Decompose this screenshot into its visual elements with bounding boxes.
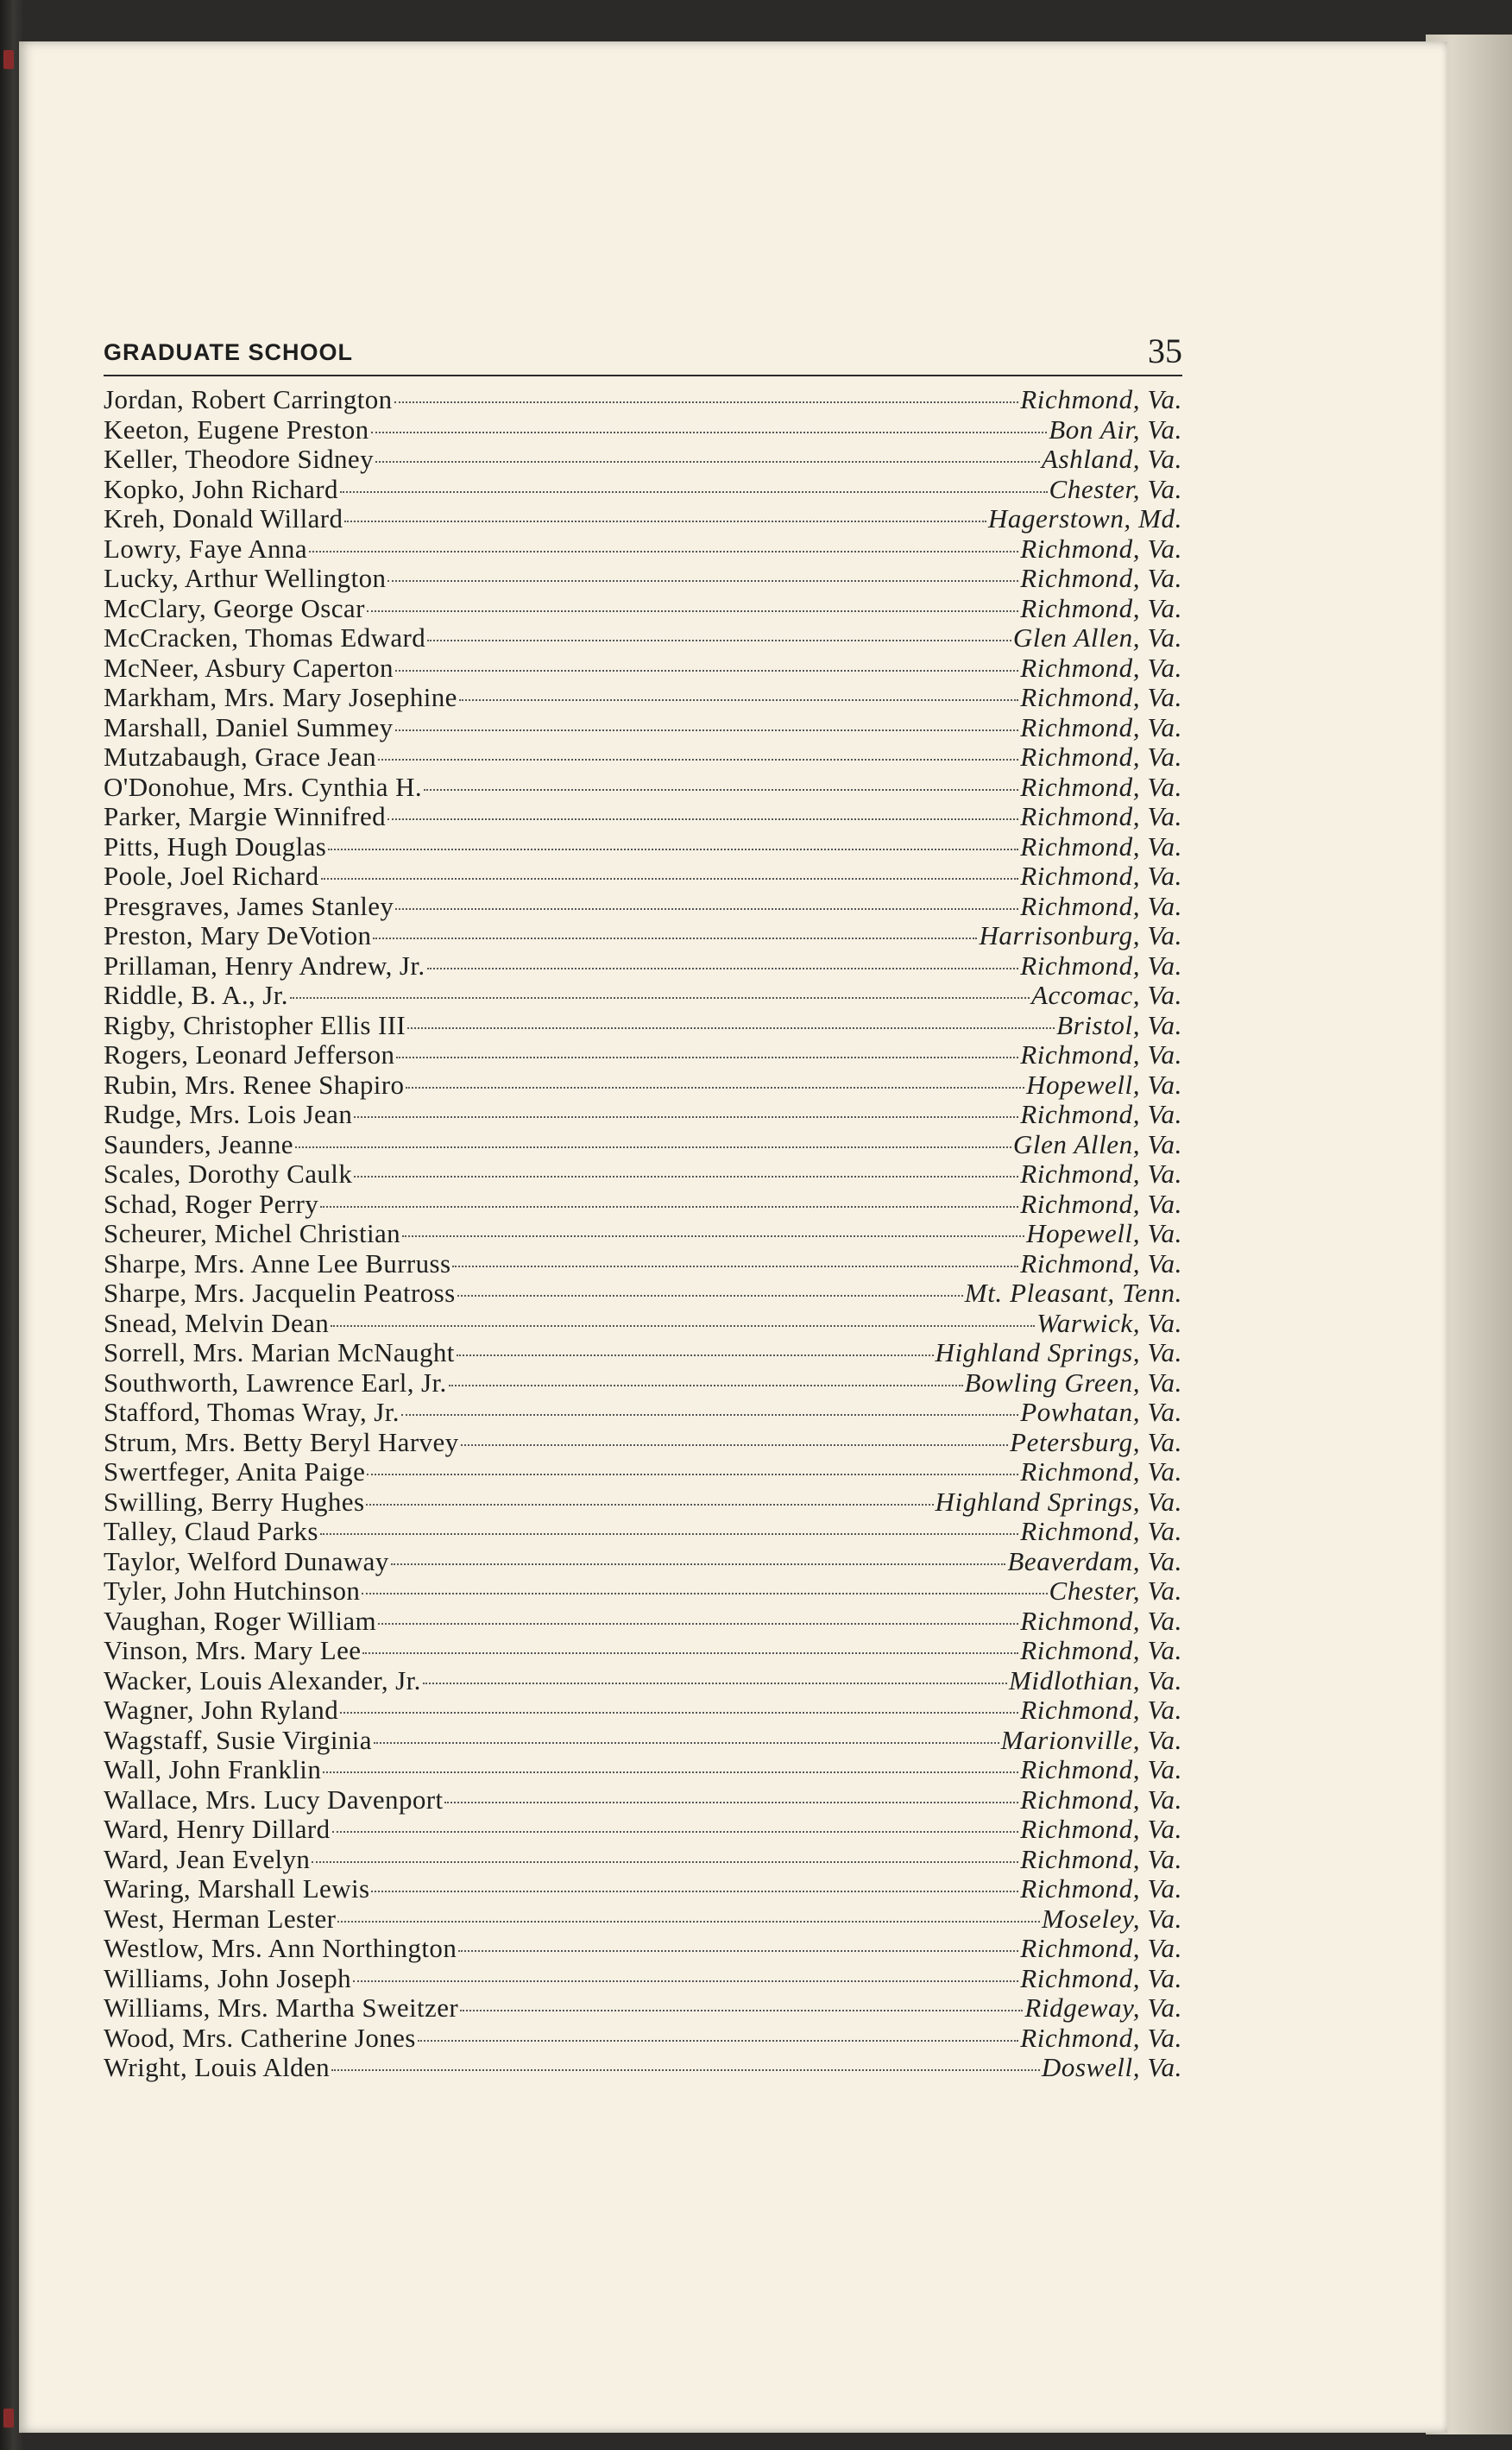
list-item xyxy=(104,1130,1182,1160)
student-name: Scheurer, Michel Christian xyxy=(104,1218,401,1248)
hometown: Moseley, Va. xyxy=(1041,1903,1182,1934)
student-name: Ward, Jean Evelyn xyxy=(104,1843,311,1874)
dot-leader xyxy=(387,580,1018,582)
hometown: Richmond, Va. xyxy=(1020,711,1182,742)
hometown: Richmond, Va. xyxy=(1020,1456,1182,1487)
hometown: Richmond, Va. xyxy=(1020,1516,1182,1546)
hometown: Richmond, Va. xyxy=(1020,771,1182,802)
hometown: Ashland, Va. xyxy=(1041,444,1182,474)
dot-leader xyxy=(418,2040,1018,2042)
hometown: Richmond, Va. xyxy=(1020,1695,1182,1725)
list-item xyxy=(104,504,1182,534)
hometown: Hopewell, Va. xyxy=(1026,1069,1182,1100)
hometown: Bristol, Va. xyxy=(1056,1009,1182,1040)
dot-leader xyxy=(444,1802,1018,1803)
student-name: Wall, John Franklin xyxy=(104,1754,322,1784)
dot-leader xyxy=(427,968,1019,969)
hometown: Richmond, Va. xyxy=(1020,890,1182,921)
list-item xyxy=(104,1547,1182,1577)
hometown: Richmond, Va. xyxy=(1020,742,1182,772)
dot-leader xyxy=(290,997,1030,999)
student-name: O'Donohue, Mrs. Cynthia H. xyxy=(104,771,423,802)
dot-leader xyxy=(395,670,1018,672)
list-item xyxy=(104,1934,1182,1964)
dot-leader xyxy=(396,1057,1018,1058)
student-name: Swilling, Berry Hughes xyxy=(104,1486,365,1517)
list-item xyxy=(104,1040,1182,1070)
list-item xyxy=(104,385,1182,415)
list-item xyxy=(104,445,1182,475)
student-name: Rubin, Mrs. Renee Shapiro xyxy=(104,1069,405,1100)
hometown: Richmond, Va. xyxy=(1020,1188,1182,1219)
hometown: Ridgeway, Va. xyxy=(1024,1992,1182,2023)
student-name: Sharpe, Mrs. Jacquelin Peatross xyxy=(104,1278,456,1308)
hometown: Richmond, Va. xyxy=(1020,682,1182,712)
student-name: Scales, Dorothy Caulk xyxy=(104,1159,353,1189)
hometown: Richmond, Va. xyxy=(1020,1247,1182,1279)
list-item xyxy=(104,1964,1182,1994)
dot-leader xyxy=(427,640,1011,641)
dot-leader xyxy=(378,1623,1018,1625)
list-item xyxy=(104,475,1182,505)
dot-leader xyxy=(401,1414,1018,1416)
hometown: Richmond, Va. xyxy=(1020,1635,1182,1665)
hometown: Harrisonburg, Va. xyxy=(979,920,1182,950)
student-name: Rudge, Mrs. Lois Jean xyxy=(104,1099,353,1129)
list-item xyxy=(104,1785,1182,1815)
student-name: Poole, Joel Richard xyxy=(104,861,319,891)
list-item xyxy=(104,1368,1182,1399)
dot-leader xyxy=(457,1354,934,1356)
dot-leader xyxy=(337,1921,1040,1923)
list-item xyxy=(104,1338,1182,1368)
list-item xyxy=(104,802,1182,832)
student-name: Sorrell, Mrs. Marian McNaught xyxy=(104,1337,455,1367)
hometown: Highland Springs, Va. xyxy=(935,1486,1182,1517)
list-item xyxy=(104,951,1182,982)
student-name: Lucky, Arthur Wellington xyxy=(104,563,387,593)
list-item xyxy=(104,1398,1182,1428)
list-item xyxy=(104,534,1182,565)
dot-leader xyxy=(320,1533,1018,1535)
dot-leader xyxy=(395,908,1018,910)
list-item xyxy=(104,892,1182,922)
dot-leader xyxy=(367,1474,1018,1475)
dot-leader xyxy=(309,551,1018,553)
list-item xyxy=(104,2053,1182,2083)
list-item xyxy=(104,1636,1182,1666)
dot-leader xyxy=(295,1146,1011,1148)
list-item xyxy=(104,1874,1182,1904)
student-name: Taylor, Welford Dunaway xyxy=(104,1545,389,1576)
student-name: Wallace, Mrs. Lucy Davenport xyxy=(104,1784,444,1815)
dot-leader xyxy=(423,1683,1007,1684)
hometown: Richmond, Va. xyxy=(1020,1814,1182,1844)
dot-leader xyxy=(458,1950,1018,1952)
list-item xyxy=(104,1695,1182,1726)
hometown: Mt. Pleasant, Tenn. xyxy=(964,1278,1182,1308)
hometown: Marionville, Va. xyxy=(1000,1724,1182,1755)
dot-leader xyxy=(323,1771,1018,1773)
dot-leader xyxy=(340,491,1048,493)
dot-leader xyxy=(371,1891,1018,1892)
student-name: Westlow, Mrs. Ann Northington xyxy=(104,1933,457,1963)
student-name: Williams, John Joseph xyxy=(104,1962,352,1993)
student-name: Wood, Mrs. Catherine Jones xyxy=(104,2022,416,2053)
list-item xyxy=(104,981,1182,1011)
hometown: Richmond, Va. xyxy=(1020,533,1182,564)
list-item xyxy=(104,1309,1182,1339)
dot-leader xyxy=(391,1563,1006,1565)
hometown: Chester, Va. xyxy=(1049,473,1182,504)
student-name: Riddle, B. A., Jr. xyxy=(104,980,288,1010)
dot-leader xyxy=(387,818,1018,820)
hometown: Richmond, Va. xyxy=(1020,801,1182,831)
student-name: Stafford, Thomas Wray, Jr. xyxy=(104,1397,400,1427)
student-name: Saunders, Jeanne xyxy=(104,1128,293,1159)
hometown: Accomac, Va. xyxy=(1030,980,1182,1010)
list-item xyxy=(104,742,1182,773)
page-header xyxy=(104,311,1182,376)
student-directory-list xyxy=(104,385,1182,2083)
dot-leader xyxy=(328,849,1018,850)
hometown: Richmond, Va. xyxy=(1020,950,1182,981)
hometown: Bon Air, Va. xyxy=(1049,414,1182,445)
dot-leader xyxy=(354,1116,1018,1118)
student-name: Talley, Claud Parks xyxy=(104,1516,318,1546)
dot-leader xyxy=(373,938,977,939)
list-item xyxy=(104,1845,1182,1875)
dot-leader xyxy=(402,1235,1024,1237)
dot-leader xyxy=(394,401,1019,403)
binding-mark-top xyxy=(3,50,14,69)
hometown: Midlothian, Va. xyxy=(1008,1664,1182,1695)
student-name: Jordan, Robert Carrington xyxy=(104,384,393,414)
hometown: Richmond, Va. xyxy=(1020,2022,1182,2053)
dot-leader xyxy=(320,1206,1018,1208)
hometown: Highland Springs, Va. xyxy=(935,1337,1182,1367)
dot-leader xyxy=(457,1295,963,1297)
dot-leader xyxy=(371,432,1048,433)
list-item xyxy=(104,1487,1182,1518)
list-item xyxy=(104,1219,1182,1249)
student-name: McNeer, Asbury Caperton xyxy=(104,652,394,683)
hometown: Richmond, Va. xyxy=(1020,563,1182,593)
binding-mark-bottom xyxy=(3,2409,14,2428)
list-item xyxy=(104,1190,1182,1220)
list-item xyxy=(104,921,1182,951)
list-item xyxy=(104,594,1182,624)
list-item xyxy=(104,862,1182,892)
dot-leader xyxy=(354,1176,1018,1178)
dot-leader xyxy=(407,1027,1055,1029)
student-name: Wagner, John Ryland xyxy=(104,1695,339,1725)
hometown: Petersburg, Va. xyxy=(1010,1426,1182,1457)
student-name: Parker, Margie Winnifred xyxy=(104,801,387,831)
list-item xyxy=(104,1815,1182,1845)
list-item xyxy=(104,415,1182,445)
student-name: Keeton, Eugene Preston xyxy=(104,414,369,445)
student-name: Tyler, John Hutchinson xyxy=(104,1575,361,1606)
hometown: Bowling Green, Va. xyxy=(964,1367,1182,1398)
student-name: Snead, Melvin Dean xyxy=(104,1307,330,1338)
section-title: GRADUATE SCHOOL xyxy=(104,339,353,365)
hometown: Glen Allen, Va. xyxy=(1012,1128,1182,1159)
hometown: Glen Allen, Va. xyxy=(1012,622,1182,653)
student-name: Vaughan, Roger William xyxy=(104,1605,377,1636)
student-name: Wacker, Louis Alexander, Jr. xyxy=(104,1664,421,1695)
dot-leader xyxy=(367,610,1018,612)
hometown: Richmond, Va. xyxy=(1020,1099,1182,1129)
hometown: Richmond, Va. xyxy=(1020,1784,1182,1815)
student-name: Southworth, Lawrence Earl, Jr. xyxy=(104,1367,447,1398)
list-item xyxy=(104,1249,1182,1279)
student-name: Presgraves, James Stanley xyxy=(104,890,394,921)
list-item xyxy=(104,1576,1182,1607)
dot-leader xyxy=(460,2010,1023,2011)
hometown: Richmond, Va. xyxy=(1020,384,1182,414)
hometown: Doswell, Va. xyxy=(1041,2052,1182,2082)
student-name: Preston, Mary DeVotion xyxy=(104,920,372,950)
hometown: Richmond, Va. xyxy=(1020,1933,1182,1963)
list-item xyxy=(104,1100,1182,1130)
hometown: Richmond, Va. xyxy=(1020,830,1182,862)
list-item xyxy=(104,1517,1182,1547)
student-name: Sharpe, Mrs. Anne Lee Burruss xyxy=(104,1247,451,1279)
student-name: Vinson, Mrs. Mary Lee xyxy=(104,1635,362,1665)
dot-leader xyxy=(312,1861,1018,1863)
student-name: McCracken, Thomas Edward xyxy=(104,622,426,653)
student-name: Lowry, Faye Anna xyxy=(104,533,307,564)
dot-leader xyxy=(424,789,1018,791)
student-name: Schad, Roger Perry xyxy=(104,1188,319,1219)
student-name: Wright, Louis Alden xyxy=(104,2052,331,2082)
hometown: Richmond, Va. xyxy=(1020,592,1182,623)
hometown: Richmond, Va. xyxy=(1020,1159,1182,1189)
student-name: Mutzabaugh, Grace Jean xyxy=(104,742,377,772)
student-name: Pitts, Hugh Douglas xyxy=(104,830,327,862)
list-item xyxy=(104,1904,1182,1935)
dot-leader xyxy=(344,521,986,522)
dot-leader xyxy=(321,878,1019,880)
dot-leader xyxy=(406,1087,1024,1089)
dot-leader xyxy=(331,1325,1035,1327)
hometown: Richmond, Va. xyxy=(1020,1754,1182,1784)
list-item xyxy=(104,1159,1182,1190)
student-name: Swertfeger, Anita Paige xyxy=(104,1456,366,1487)
list-item xyxy=(104,773,1182,803)
hometown: Richmond, Va. xyxy=(1020,861,1182,891)
student-name: West, Herman Lester xyxy=(104,1903,337,1934)
dot-leader xyxy=(452,1266,1018,1267)
student-name: Williams, Mrs. Martha Sweitzer xyxy=(104,1992,459,2023)
dot-leader xyxy=(378,759,1018,761)
list-item xyxy=(104,1755,1182,1785)
student-name: Rogers, Leonard Jefferson xyxy=(104,1039,395,1070)
student-name: Keller, Theodore Sidney xyxy=(104,444,374,474)
list-item xyxy=(104,1279,1182,1309)
dot-leader xyxy=(395,729,1019,731)
hometown: Powhatan, Va. xyxy=(1020,1397,1182,1427)
student-name: Prillaman, Henry Andrew, Jr. xyxy=(104,950,425,981)
list-item xyxy=(104,1457,1182,1487)
hometown: Hopewell, Va. xyxy=(1026,1218,1182,1248)
student-name: Marshall, Daniel Summey xyxy=(104,711,394,742)
dot-leader xyxy=(332,1831,1019,1833)
dot-leader xyxy=(449,1385,963,1386)
list-item xyxy=(104,1070,1182,1101)
list-item xyxy=(104,1607,1182,1637)
student-name: Markham, Mrs. Mary Josephine xyxy=(104,682,457,712)
list-item xyxy=(104,1726,1182,1756)
list-item xyxy=(104,683,1182,713)
dot-leader xyxy=(374,1742,999,1744)
dot-leader xyxy=(331,2069,1040,2071)
hometown: Richmond, Va. xyxy=(1020,1962,1182,1993)
hometown: Richmond, Va. xyxy=(1020,1039,1182,1070)
student-name: Kreh, Donald Willard xyxy=(104,503,343,534)
list-item xyxy=(104,1993,1182,2024)
list-item xyxy=(104,1011,1182,1041)
dot-leader xyxy=(366,1504,933,1506)
student-name: Ward, Henry Dillard xyxy=(104,1814,331,1844)
student-name: McClary, George Oscar xyxy=(104,592,365,623)
student-name: Strum, Mrs. Betty Beryl Harvey xyxy=(104,1426,459,1457)
hometown: Hagerstown, Md. xyxy=(987,503,1182,534)
list-item xyxy=(104,654,1182,684)
hometown: Warwick, Va. xyxy=(1036,1307,1182,1338)
student-name: Waring, Marshall Lewis xyxy=(104,1873,370,1904)
dot-leader xyxy=(362,1593,1047,1594)
hometown: Beaverdam, Va. xyxy=(1007,1545,1182,1576)
dot-leader xyxy=(459,699,1018,701)
hometown: Chester, Va. xyxy=(1049,1575,1182,1606)
list-item xyxy=(104,623,1182,654)
dot-leader xyxy=(353,1980,1018,1982)
hometown: Richmond, Va. xyxy=(1020,1873,1182,1904)
dot-leader xyxy=(362,1652,1018,1654)
student-name: Wagstaff, Susie Virginia xyxy=(104,1724,372,1755)
list-item xyxy=(104,2024,1182,2054)
dot-leader xyxy=(340,1712,1018,1714)
dot-leader xyxy=(461,1444,1009,1446)
dot-leader xyxy=(375,461,1040,463)
list-item xyxy=(104,1428,1182,1458)
list-item xyxy=(104,713,1182,743)
page-number: 35 xyxy=(1148,332,1182,370)
list-item xyxy=(104,1666,1182,1696)
student-name: Kopko, John Richard xyxy=(104,473,338,504)
list-item xyxy=(104,832,1182,862)
list-item xyxy=(104,564,1182,594)
student-name: Rigby, Christopher Ellis III xyxy=(104,1009,406,1040)
book-page xyxy=(19,41,1447,2433)
hometown: Richmond, Va. xyxy=(1020,1843,1182,1874)
hometown: Richmond, Va. xyxy=(1020,652,1182,683)
hometown: Richmond, Va. xyxy=(1020,1605,1182,1636)
